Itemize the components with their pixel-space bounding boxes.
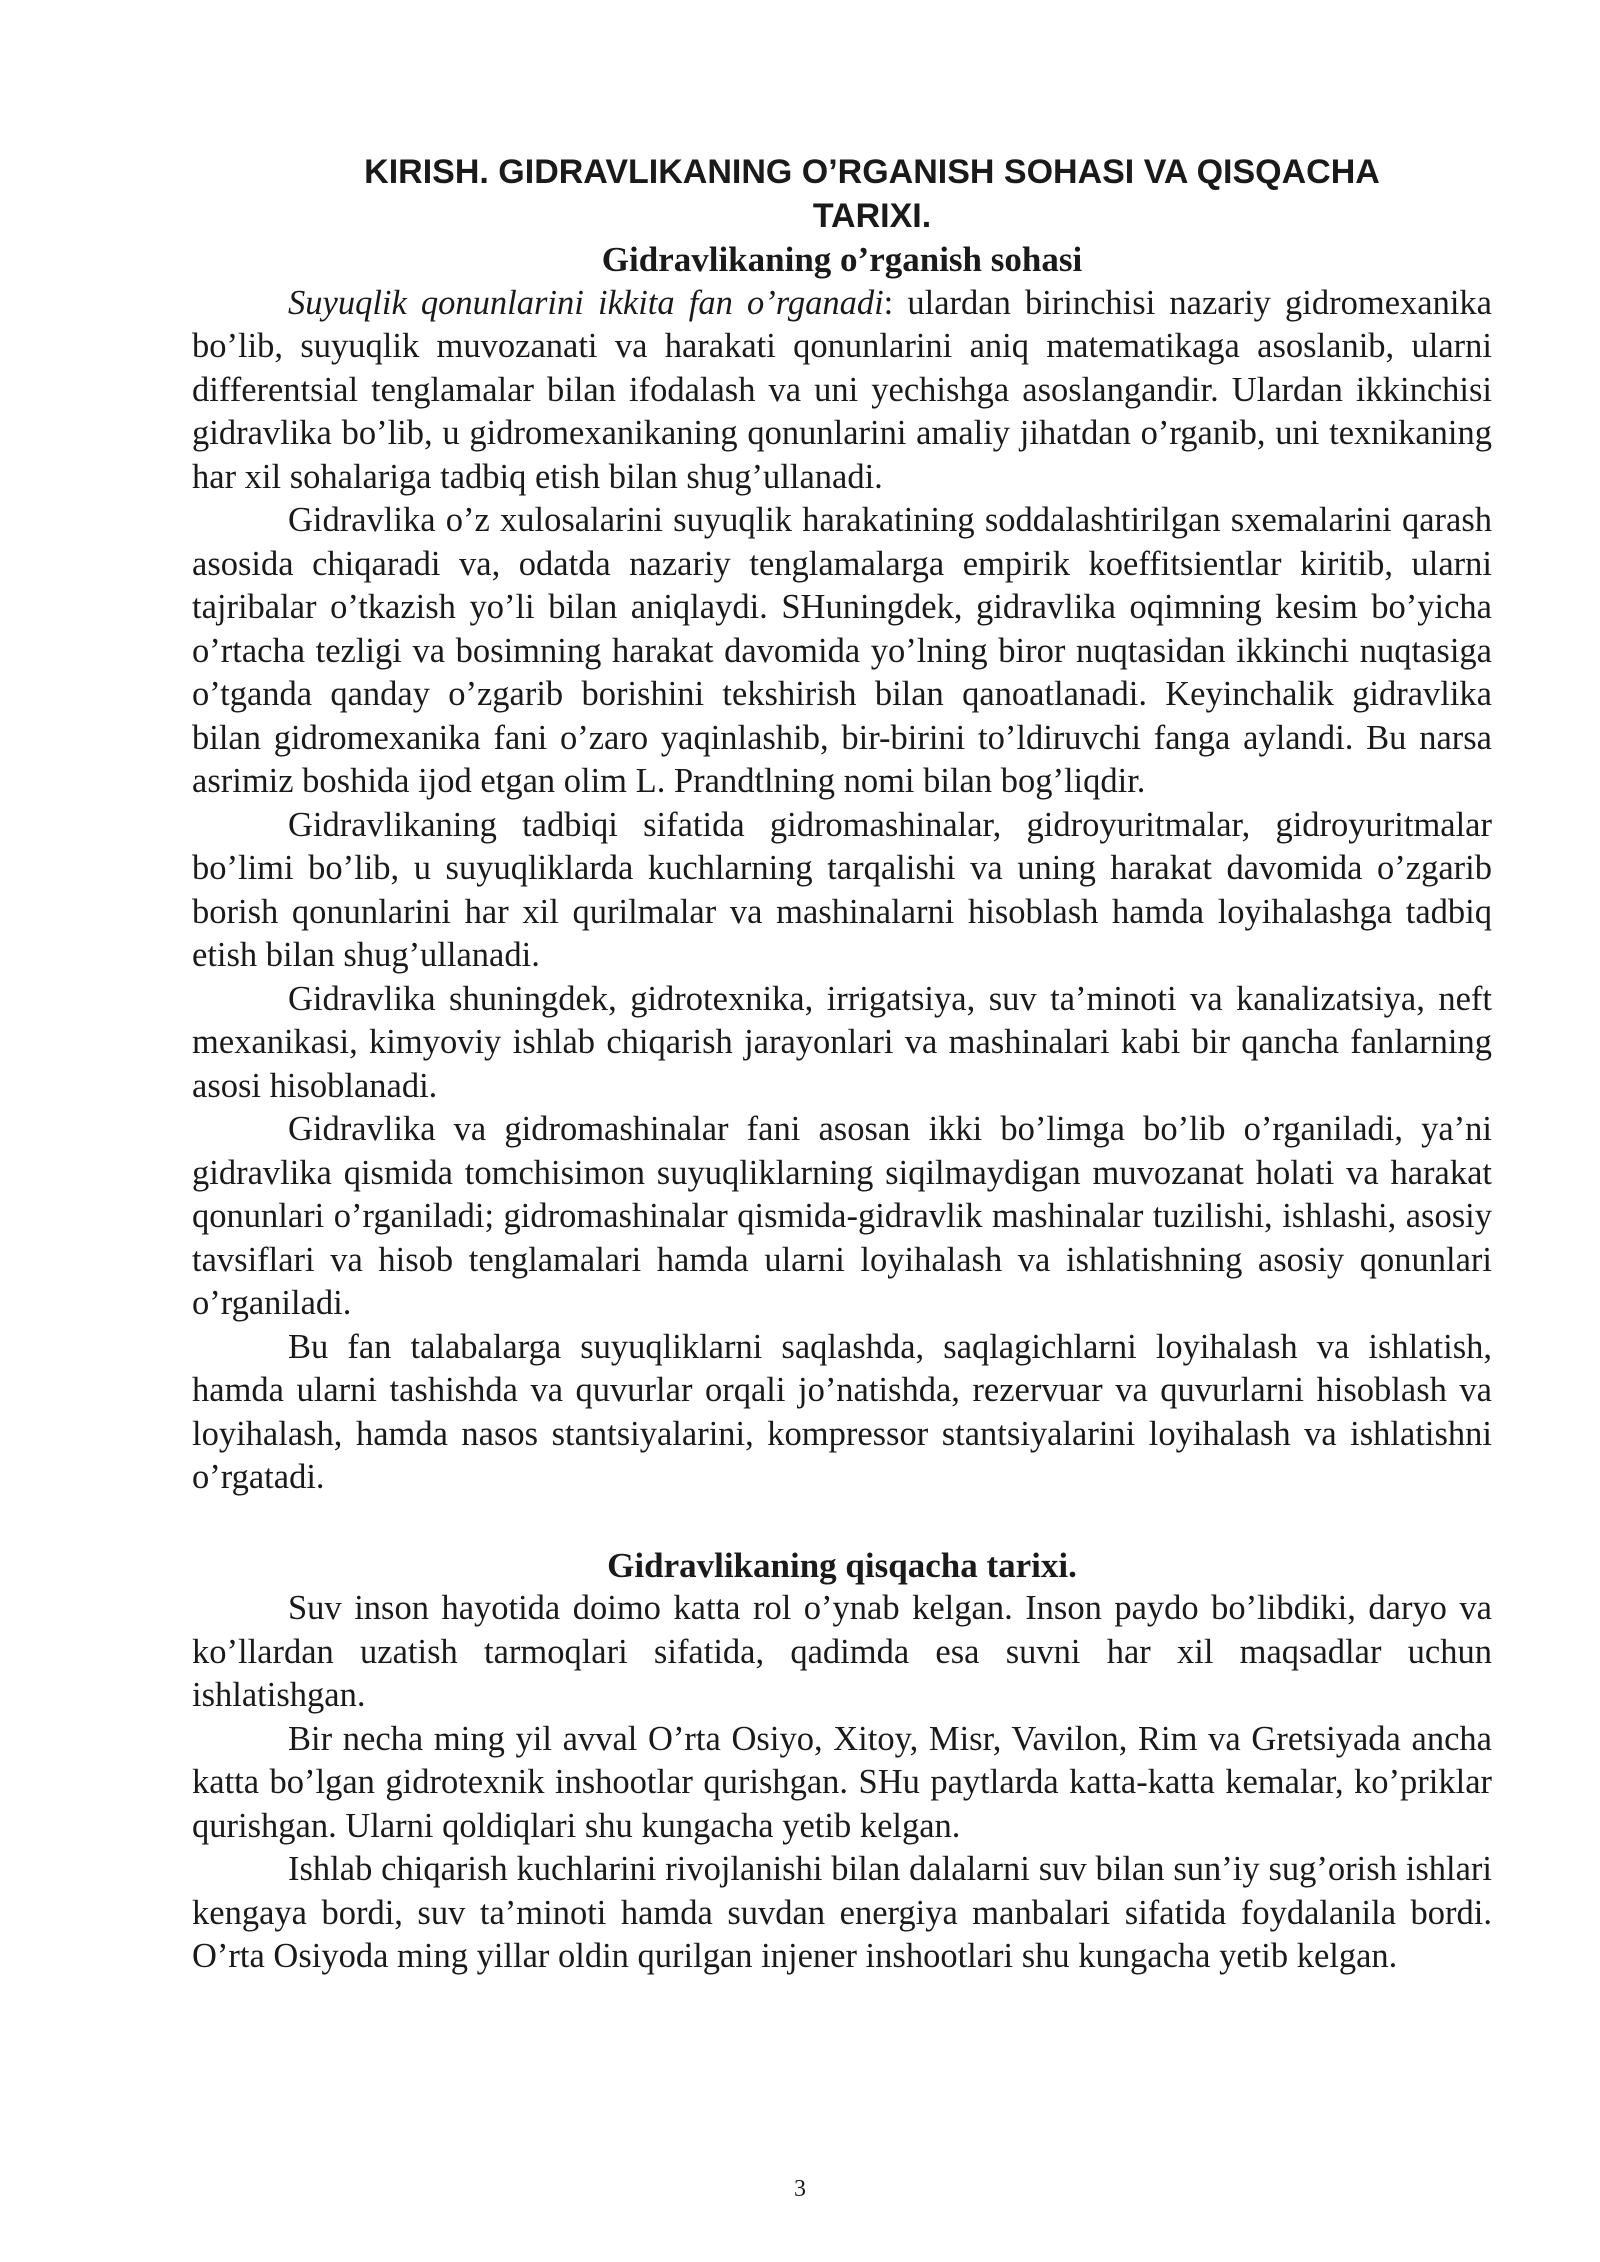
section-heading-history: Gidravlikaning qisqacha tarixi. xyxy=(607,1545,1077,1585)
paragraph-text: : ulardan birinchisi nazariy gidromexanika bo’lib, suyuqlik muvozanati va harakati qonunlarini aniq matematikaga asoslanib, ularni differentsial tenglamalar bilan ifodalash va uni yechishga asoslangandir. Ulardan ikkinchisi gidravlika bo’lib, u gidromexanikaning qonunlarini amaliy jihatdan o’rganib, uni texnikaning har xil sohalariga tadbiq etish bilan shug’ullanadi. xyxy=(192,283,1492,496)
document-page xyxy=(192,150,1492,1979)
page-number: 3 xyxy=(794,2176,806,2202)
paragraph: Gidravlikaning tadbiqi sifatida gidromashinalar, gidroyuritmalar, gidroyuritmalar bo’limi bo’lib, u suyuqliklarda kuchlarning tarqalishi va uning harakat davomida o’zgarib borish qonunlarini har xil qurilmalar va mashinalarni hisoblash hamda loyihalashga tadbiq etish bilan shug’ullanadi. xyxy=(192,805,1492,974)
title-line-2: TARIXI. xyxy=(812,197,932,235)
paragraph: Suv inson hayotida doimo katta rol o’ynab kelgan. Inson paydo bo’libdiki, daryo va ko’llardan uzatish tarmoqlari sifatida, qadimda esa suvni har xil maqsadlar uchun ishlatishgan. xyxy=(192,1589,1492,1714)
paragraph xyxy=(192,282,1492,500)
paragraph: Bir necha ming yil avval O’rta Osiyo, Xitoy, Misr, Vavilon, Rim va Gretsiyada ancha katta bo’lgan gidrotexnik inshootlar qurishgan. SHu paytlarda katta-katta kemalar, ko’priklar qurishgan. Ularni qoldiqlari shu kungacha yetib kelgan. xyxy=(192,1719,1492,1845)
section-heading-scope: Gidravlikaning o’rganish sohasi xyxy=(601,240,1083,279)
title-line-1: KIRISH. GIDRAVLIKANING O’RGANISH SOHASI VA QISQACHA xyxy=(364,153,1380,191)
paragraph-lead-italic: Suyuqlik qonunlarini ikkita fan o’rganadi xyxy=(288,283,884,322)
paragraph: Ishlab chiqarish kuchlarini rivojlanishi bilan dalalarni suv bilan sun’iy sug’orish ishlari kengaya bordi, suv ta’minoti hamda suvdan energiya manbalari sifatida foydalanila bordi. O’rta Osiyoda ming yillar oldin qurilgan injener inshootlari shu kungacha yetib kelgan. xyxy=(192,1850,1492,1975)
document-title xyxy=(192,150,1492,238)
paragraph: Bu fan talabalarga suyuqliklarni saqlashda, saqlagichlarni loyihalash va ishlatish, hamda ularni tashishda va quvurlar orqali jo’natishda, rezervuar va quvurlarni hisoblash va loyihalash, hamda nasos stantsiyalarini, kompressor stantsiyalarini loyihalash va ishlatishni o’rgatadi. xyxy=(192,1327,1492,1496)
paragraph: Gidravlika shuningdek, gidrotexnika, irrigatsiya, suv ta’minoti va kanalizatsiya, neft mexanikasi, kimyoviy ishlab chiqarish jarayonlari va mashinalari kabi bir qancha fanlarning asosi hisoblanadi. xyxy=(192,979,1492,1105)
paragraph: Gidravlika o’z xulosalarini suyuqlik harakatining soddalashtirilgan sxemalarini qarash asosida chiqaradi va, odatda nazariy tenglamalarga empirik koeffitsientlar kiritib, ularni tajribalar o’tkazish yo’li bilan aniqlaydi. SHuningdek, gidravlika oqimning kesim bo’yicha o’rtacha tezligi va bosimning harakat davomida yo’lning biror nuqtasidan ikkinchi nuqtasiga o’tganda qanday o’zgarib borishini tekshirish bilan qanoatlanadi. Keyinchalik gidravlika bilan gidromexanika fani o’zaro yaqinlashib, bir-birini to’ldiruvchi fanga aylandi. Bu narsa asrimiz boshida ijod etgan olim L. Prandtlning nomi bilan bog’liqdir. xyxy=(192,501,1492,800)
paragraph: Gidravlika va gidromashinalar fani asosan ikki bo’limga bo’lib o’rganiladi, ya’ni gidravlika qismida tomchisimon suyuqliklarning siqilmaydigan muvozanat holati va harakat qonunlari o’rganiladi; gidromashinalar qismida-gidravlik mashinalar tuzilishi, ishlashi, asosiy tavsiflari va hisob tenglamalari hamda ularni loyihalash va ishlatishning asosiy qonunlari o’rganiladi. xyxy=(192,1110,1492,1322)
